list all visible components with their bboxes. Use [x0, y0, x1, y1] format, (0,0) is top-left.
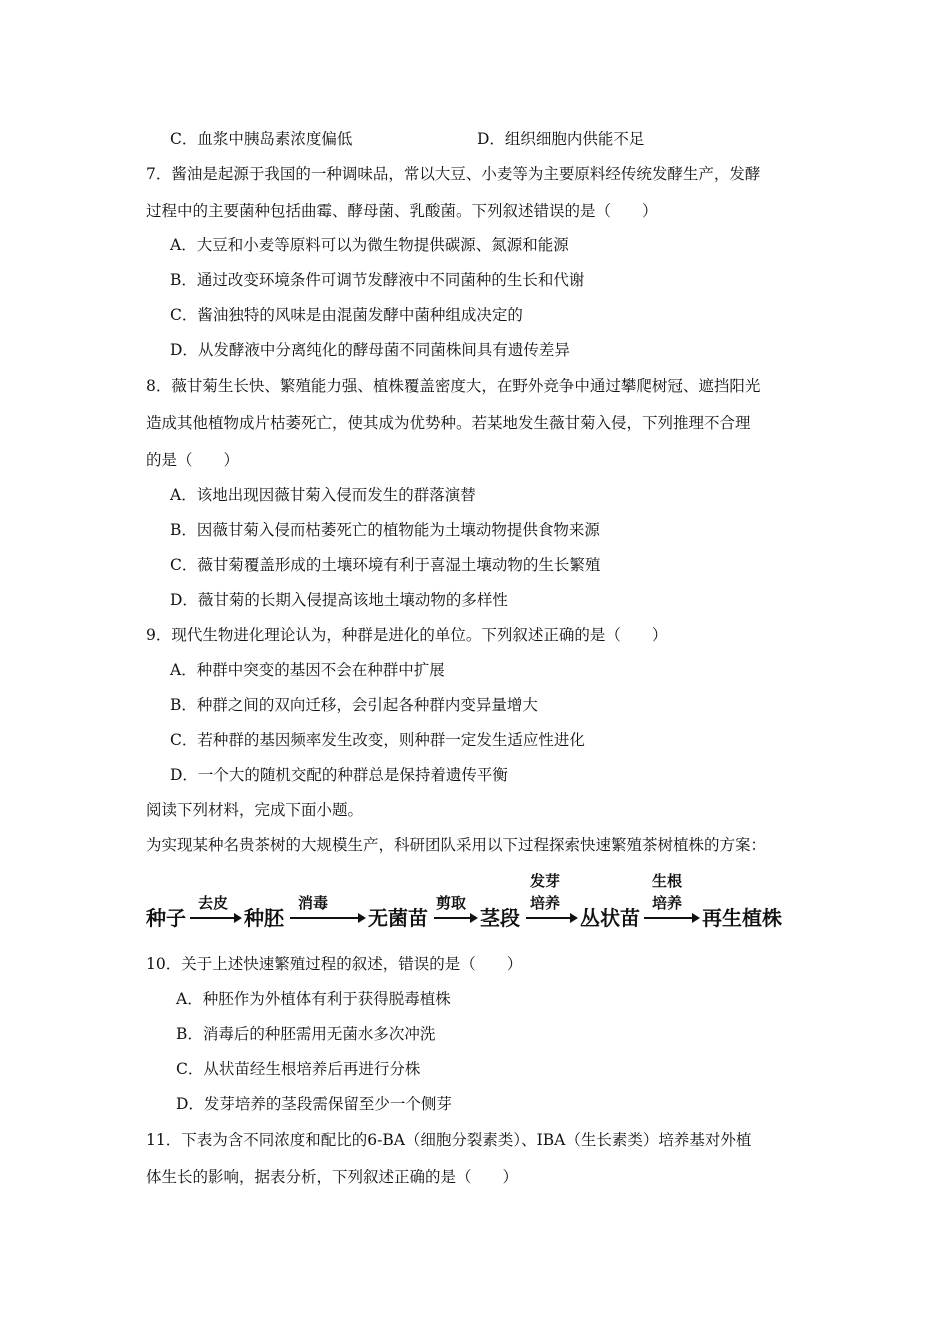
arrow-icon	[644, 912, 700, 924]
text-line: 过程中的主要菌种包括曲霉、酵母菌、乳酸菌。下列叙述错误的是（ ）	[146, 202, 658, 220]
text-line: B．消毒后的种胚需用无菌水多次冲洗	[176, 1025, 436, 1043]
flow-node-sterile-seedling: 无菌苗	[368, 906, 428, 930]
text-line: D．从发酵液中分离纯化的酵母菌不同菌株间具有遗传差异	[170, 341, 570, 359]
flow-step-rooting-culture: 培养	[652, 894, 683, 912]
text-line: A．种胚作为外植体有利于获得脱毒植株	[176, 990, 451, 1008]
text-line: 造成其他植物成片枯萎死亡，使其成为优势种。若某地发生薇甘菊入侵，下列推理不合理	[146, 414, 751, 432]
text-line: 的是（ ）	[146, 451, 240, 469]
arrow-icon	[434, 912, 478, 924]
text-line: D．发芽培养的茎段需保留至少一个侧芽	[176, 1095, 452, 1113]
text-line: D．一个大的随机交配的种群总是保持着遗传平衡	[170, 766, 508, 784]
arrow-icon	[190, 912, 242, 924]
flow-step-peel: 去皮	[198, 894, 229, 912]
flow-node-seed: 种子	[146, 906, 186, 930]
text-line: C．若种群的基因频率发生改变，则种群一定发生适应性进化	[170, 731, 585, 749]
flow-node-regenerated-plant: 再生植株	[702, 906, 782, 930]
text-line: B．因薇甘菊入侵而枯萎死亡的植物能为土壤动物提供食物来源	[170, 521, 600, 539]
flow-node-stem-segment: 茎段	[480, 906, 520, 930]
text-line: C．酱油独特的风味是由混菌发酵中菌种组成决定的	[170, 306, 523, 324]
text-line: 10．关于上述快速繁殖过程的叙述，错误的是（ ）	[146, 955, 523, 973]
text-line: 8．薇甘菊生长快、繁殖能力强、植株覆盖密度大，在野外竞争中通过攀爬树冠、遮挡阳光	[146, 377, 761, 395]
text-line: C．薇甘菊覆盖形成的土壤环境有利于喜湿土壤动物的生长繁殖	[170, 556, 601, 574]
text-line: D．组织细胞内供能不足	[477, 130, 645, 148]
text-line: A．大豆和小麦等原料可以为微生物提供碳源、氮源和能源	[170, 236, 569, 254]
flow-node-cluster-seedling: 丛状苗	[580, 906, 640, 930]
text-line: A．种群中突变的基因不会在种群中扩展	[170, 661, 445, 679]
text-line: B．种群之间的双向迁移，会引起各种群内变异量增大	[170, 696, 538, 714]
text-line: B．通过改变环境条件可调节发酵液中不同菌种的生长和代谢	[170, 271, 585, 289]
flow-step-germinate-culture: 培养	[530, 894, 561, 912]
text-line: A．该地出现因薇甘菊入侵而发生的群落演替	[170, 486, 476, 504]
text-line: C．从状苗经生根培养后再进行分株	[176, 1060, 421, 1078]
arrow-icon	[526, 912, 578, 924]
text-line: D．薇甘菊的长期入侵提高该地土壤动物的多样性	[170, 591, 508, 609]
flow-step-rooting: 生根	[652, 872, 683, 890]
arrow-icon	[290, 912, 366, 924]
text-line: 阅读下列材料，完成下面小题。	[146, 801, 364, 819]
text-line: 为实现某种名贵茶树的大规模生产，科研团队采用以下过程探索快速繁殖茶树植株的方案：	[146, 836, 767, 854]
flow-step-disinfect: 消毒	[298, 894, 329, 912]
propagation-flow-diagram	[146, 868, 796, 932]
text-line: 体生长的影响，据表分析，下列叙述正确的是（ ）	[146, 1168, 519, 1186]
flow-node-embryo: 种胚	[244, 906, 284, 930]
flow-step-cut: 剪取	[436, 894, 467, 912]
text-line: C．血浆中胰岛素浓度偏低	[170, 130, 353, 148]
text-line: 11．下表为含不同浓度和配比的6-BA（细胞分裂素类）、IBA（生长素类）培养基对外植	[146, 1131, 752, 1149]
flow-step-germinate: 发芽	[530, 872, 561, 890]
text-line: 9．现代生物进化理论认为，种群是进化的单位。下列叙述正确的是（ ）	[146, 626, 668, 644]
text-line: 7．酱油是起源于我国的一种调味品，常以大豆、小麦等为主要原料经传统发酵生产，发酵	[146, 165, 761, 183]
